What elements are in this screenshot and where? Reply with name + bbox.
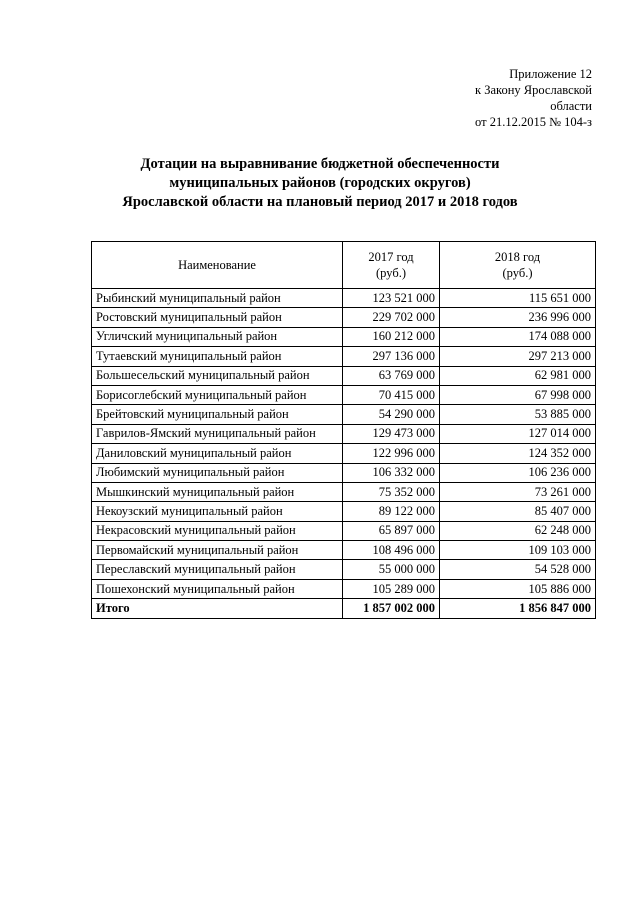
value-2018: 127 014 000 — [440, 424, 596, 443]
table-row — [92, 424, 596, 443]
value-2018: 297 213 000 — [440, 347, 596, 366]
value-2018: 124 352 000 — [440, 444, 596, 463]
table-row — [92, 521, 596, 540]
table-row — [92, 366, 596, 385]
value-2017: 55 000 000 — [343, 560, 440, 579]
district-name: Первомайский муниципальный район — [92, 541, 343, 560]
title-line: Дотации на выравнивание бюджетной обеспеченности — [140, 156, 500, 172]
table-row — [92, 444, 596, 463]
total-label: Итого — [92, 599, 343, 618]
district-name: Большесельский муниципальный район — [92, 366, 343, 385]
value-2018: 62 248 000 — [440, 521, 596, 540]
value-2017: 297 136 000 — [343, 347, 440, 366]
value-2018: 105 886 000 — [440, 579, 596, 598]
table-row — [92, 560, 596, 579]
table-row — [92, 327, 596, 346]
table-row — [92, 502, 596, 521]
district-name: Борисоглебский муниципальный район — [92, 385, 343, 404]
header-2017-unit: (руб.) — [376, 266, 406, 280]
total-2017: 1 857 002 000 — [343, 599, 440, 618]
value-2017: 70 415 000 — [343, 385, 440, 404]
table-row — [92, 289, 596, 308]
header-2018-year: 2018 год — [494, 250, 541, 264]
value-2018: 106 236 000 — [440, 463, 596, 482]
header-name: Наименование — [92, 242, 343, 289]
value-2018: 53 885 000 — [440, 405, 596, 424]
header-2018 — [440, 242, 596, 289]
district-name: Переславский муниципальный район — [92, 560, 343, 579]
district-name: Ростовский муниципальный район — [92, 308, 343, 327]
appendix-note — [392, 66, 592, 130]
title-line: муниципальных районов (городских округов) — [169, 175, 471, 191]
table-row — [92, 482, 596, 501]
value-2017: 122 996 000 — [343, 444, 440, 463]
district-name: Некоузский муниципальный район — [92, 502, 343, 521]
value-2017: 65 897 000 — [343, 521, 440, 540]
document-title — [0, 155, 640, 212]
grants-table — [91, 241, 596, 619]
table-row — [92, 347, 596, 366]
value-2018: 67 998 000 — [440, 385, 596, 404]
value-2018: 236 996 000 — [440, 308, 596, 327]
value-2017: 106 332 000 — [343, 463, 440, 482]
district-name: Тутаевский муниципальный район — [92, 347, 343, 366]
value-2018: 54 528 000 — [440, 560, 596, 579]
district-name: Пошехонский муниципальный район — [92, 579, 343, 598]
district-name: Мышкинский муниципальный район — [92, 482, 343, 501]
appendix-line: Приложение 12 — [509, 67, 592, 81]
district-name: Угличский муниципальный район — [92, 327, 343, 346]
value-2018: 109 103 000 — [440, 541, 596, 560]
value-2017: 89 122 000 — [343, 502, 440, 521]
value-2017: 129 473 000 — [343, 424, 440, 443]
value-2017: 54 290 000 — [343, 405, 440, 424]
value-2017: 123 521 000 — [343, 289, 440, 308]
value-2017: 108 496 000 — [343, 541, 440, 560]
value-2017: 75 352 000 — [343, 482, 440, 501]
table-row — [92, 463, 596, 482]
total-row — [92, 599, 596, 618]
district-name: Некрасовский муниципальный район — [92, 521, 343, 540]
table-row — [92, 405, 596, 424]
total-2018: 1 856 847 000 — [440, 599, 596, 618]
district-name: Любимский муниципальный район — [92, 463, 343, 482]
value-2018: 62 981 000 — [440, 366, 596, 385]
appendix-line: к Закону Ярославской — [475, 83, 592, 97]
table-row — [92, 579, 596, 598]
table-row — [92, 385, 596, 404]
header-2017 — [343, 242, 440, 289]
table-row — [92, 541, 596, 560]
district-name: Даниловский муниципальный район — [92, 444, 343, 463]
value-2017: 229 702 000 — [343, 308, 440, 327]
value-2017: 160 212 000 — [343, 327, 440, 346]
table-body — [92, 289, 596, 599]
appendix-line: области — [550, 99, 592, 113]
title-line: Ярославской области на плановый период 2017 и 2018 годов — [122, 194, 518, 210]
value-2017: 105 289 000 — [343, 579, 440, 598]
value-2018: 85 407 000 — [440, 502, 596, 521]
value-2017: 63 769 000 — [343, 366, 440, 385]
value-2018: 174 088 000 — [440, 327, 596, 346]
header-2018-unit: (руб.) — [502, 266, 533, 280]
header-2017-year: 2017 год — [368, 250, 414, 264]
value-2018: 73 261 000 — [440, 482, 596, 501]
value-2018: 115 651 000 — [440, 289, 596, 308]
district-name: Рыбинский муниципальный район — [92, 289, 343, 308]
appendix-line: от 21.12.2015 № 104-з — [475, 115, 592, 129]
table-row — [92, 308, 596, 327]
district-name: Гаврилов-Ямский муниципальный район — [92, 424, 343, 443]
district-name: Брейтовский муниципальный район — [92, 405, 343, 424]
table-header-row — [92, 242, 596, 289]
